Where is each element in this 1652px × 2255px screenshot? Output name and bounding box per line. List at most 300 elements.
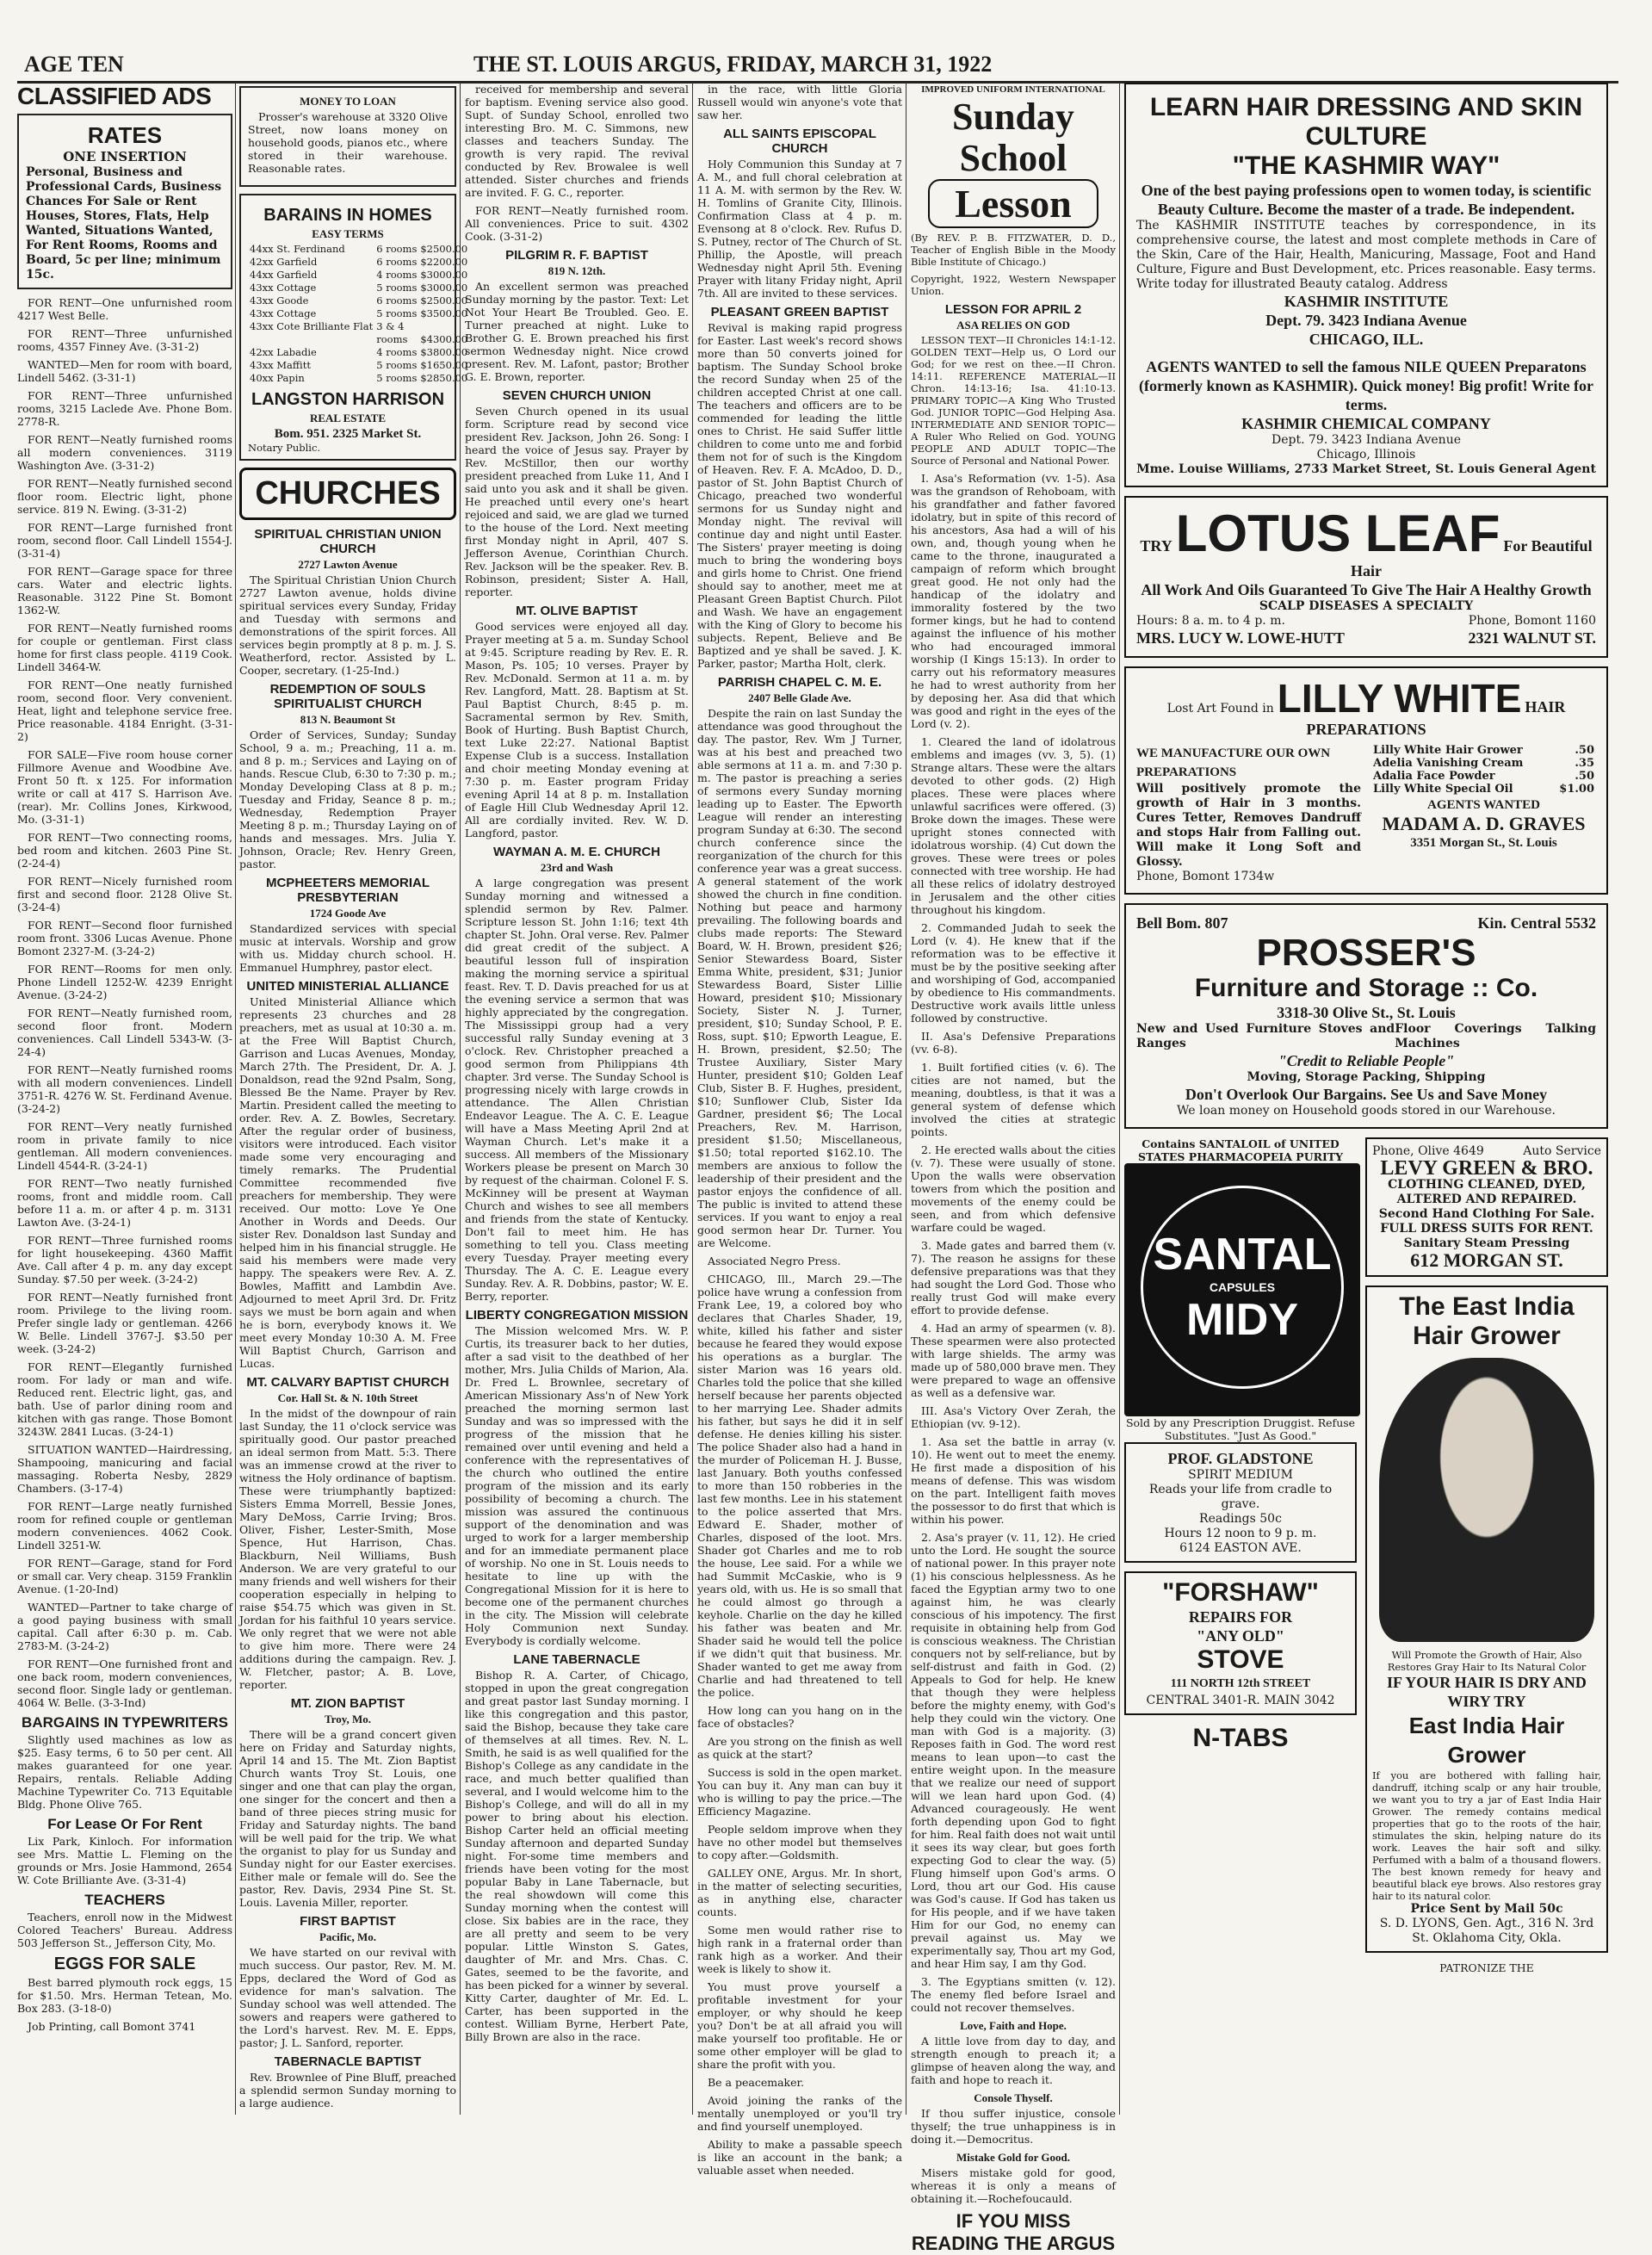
left-ads <box>1124 1137 1357 1974</box>
church-address: 1724 Goode Ave <box>309 907 387 920</box>
classified-ad: FOR RENT—Neatly furnished room. All conveniences. Price to suit. 4302 Cook. (3-31-2) <box>465 204 689 243</box>
woman-portrait <box>1379 1358 1594 1642</box>
lesson-paragraph: I. Asa's Reformation (vv. 1-5). Asa was the grandson of Rehoboam, with his grandfather and father favored idolatry, but in spite of this record of his ancestors, Asa had a will of his own, and, though young when he came to the throne, inaugurated a campaign of reform which brought great good. He not only had the handicap of the idolatry and immorality fostered by the two former kings, but he had to contend against the influence of his mother who had encouraged immoral worship (I Kings 15:13). In order to carry out his reformatory measures he had to wrest authority from her by deposing her. Asa did that which was good and right in the eyes of the Lord (v. 2). <box>911 472 1116 730</box>
classified-ad: FOR RENT—Garage, stand for Ford or small car. Very cheap. 3159 Franklin Avenue. (1-20-Ind) <box>17 1557 232 1595</box>
home-row <box>248 294 469 307</box>
prosser-dont: Don't Overlook Our Bargains. See Us and Save Money <box>1185 1086 1548 1103</box>
improved-label: IMPROVED UNIFORM INTERNATIONAL <box>921 84 1105 95</box>
lotus-try: TRY <box>1140 537 1172 554</box>
masthead <box>17 50 1618 84</box>
kashmir-address: Dept. 79. 3423 Indiana Avenue <box>1265 312 1467 329</box>
prosser-left: New and Used Furniture Stoves and Ranges <box>1136 1022 1395 1050</box>
church-title: SEVEN CHURCH UNION <box>502 388 652 403</box>
lesson-meta: LESSON TEXT—II Chronicles 14:1-12. GOLDEN TEXT—Help us, O Lord our God; for we rest on thee.—II Chron. 14:11. REFERENCE MATERIAL—II Chron. 14:13-16; Isa. 41:10-13. PRIMARY TOPIC—A King Who Trusted God. JUNIOR TOPIC—God Helping Asa. INTERMEDIATE AND SENIOR TOPIC—A Ruler Who Relied on God. YOUNG PEOPLE AND ADULT TOPIC—The Source of Personal and National Power. <box>911 334 1116 467</box>
lilly-price-cell: $1.00 <box>1559 783 1594 796</box>
classified-ad: FOR RENT—Two connecting rooms, bed room and kitchen. 2603 Pine St. (2-24-4) <box>17 831 232 870</box>
home-row <box>248 307 469 320</box>
east-india-ad <box>1365 1285 1608 1953</box>
home-cell: $2200.00 <box>420 256 468 268</box>
home-cell: $3000.00 <box>420 282 468 294</box>
lease-body: Lix Park, Kinloch. For information see Mrs. Mattie L. Fleming on the grounds or Mrs. Josie Hammond, 2654 W. Cote Brilliante Ave. (3-31-4) <box>17 1835 232 1886</box>
lesson-title: Lesson <box>928 179 1098 228</box>
copyright: Copyright, 1922, Western Newspaper Union. <box>911 273 1116 297</box>
classified-ad: WANTED—Partner to take charge of a good paying business with small capital. Call after 6:30 p. m. Cab. 2783-M. (3-24-2) <box>17 1601 232 1652</box>
home-cell: $2850.00 <box>420 372 468 384</box>
lotus-address: 2321 WALNUT ST. <box>1468 629 1596 647</box>
church-title: UNITED MINISTERIAL ALLIANCE <box>246 979 449 994</box>
east-india-name: East India Hair Grower <box>1408 1713 1565 1768</box>
prosser-bell: Bell Bom. 807 <box>1136 914 1228 932</box>
church-title: MT. CALVARY BAPTIST CHURCH <box>246 1375 449 1390</box>
home-row <box>248 346 469 359</box>
church-title: PLEASANT GREEN BAPTIST <box>710 305 889 319</box>
lilly-price-row <box>1371 770 1596 783</box>
lilly-mfg: WE MANUFACTURE OUR OWN PREPARATIONS <box>1136 747 1331 779</box>
prosser-credit: "Credit to Reliable People" <box>1278 1052 1455 1069</box>
eggs-header: EGGS FOR SALE <box>53 1955 196 1973</box>
filler-text: Ability to make a passable speech is like an account in the bank; a valuable asset when needed. <box>697 2138 902 2177</box>
kashmir-headline: LEARN HAIR DRESSING AND SKIN CULTURE <box>1149 93 1583 151</box>
home-cell <box>248 333 374 346</box>
home-cell: 5 rooms <box>376 282 418 294</box>
lilly-title: LILLY WHITE <box>1277 676 1522 721</box>
church-body: Holy Communion this Sunday at 7 A. M., and full choral celebration at 11 A. M. with sermon by the Rev. W. H. Tomlins of Granite City, Illinois. Confirmation Class at 4 p. m. Evensong at 8 o'clock. Rev. Rufus D. S. Putney, rector of The Church of St. Phillip, the Apostle, will preach Wednesday night April 5th. Evening Prayer with litany Friday night, April 7th. All are invited to these services. <box>697 158 902 300</box>
classified-ad: FOR RENT—Three furnished rooms for light housekeeping. 4360 Maffit Ave. Call after 4 p. m. any day except Sunday. $7.50 per week. (3-24-2) <box>17 1234 232 1285</box>
santal-midy: MIDY <box>1186 1295 1298 1345</box>
home-row <box>248 269 469 282</box>
church-body: United Ministerial Alliance which represents 23 churches and 28 preachers, met as usual at 10:30 a. m. at the Free Will Baptist Church, Garrison and Lucas Avenues, Monday, March 27th. The President, Dr. A. J. Donaldson, read the 92nd Psalm, Song, Blessed Be the Name. Prayer by Rev. Martin. President called the meeting to order. Rev. A. Z. Bowles, Secretary. After the regular order of business, visitors were introduced. Each visitor made some very encouraging and timely remarks. The Prudential Committee recommended five preachers for membership. They were received. Our motto: Love Ye One Another in Words and Deeds. Our sister Rev. Donaldson last Sunday and helped him in his financial struggle. He said his members were made very happy. The speakers were Rev. A. Z. Bowles, Maffitt and Lambdin Ave. Adjourned to meet April 3rd. Dr. Fritz says we must be born again and when he is born, everybody knows it. We meet every Monday 10:30 A. M. Free Will Baptist Church, Garrison and Lucas. <box>239 995 456 1370</box>
church-body: Bishop R. A. Carter, of Chicago, stopped in upon the great congregation and great pastor last Sunday morning. I like this congregation and this pastor, said the Bishop, because they take care of themselves at all times. Rev. N. L. Smith, he said is as well qualified for the Bishop's College as any candidate in the race, and much better qualified than several, and I would welcome him to the Bishop's College, and will do all in my power to bring about his election. Bishop Carter held an official meeting Sunday afternoon and departed Sunday night. For-some time members and friends have been voting for the most popular Baby in Lane Tabernacle, but the real showdown will come this Sunday morning when the contest will close. Six babies are in the race, they are all pretty and seem to be very popular. Little Winston S. Gates, daughter of Mr. and Mrs. Chas. C. Gates, seemed to be the favorite, and has been picked for a winner by several. Kitty Carter, daughter of Mr. Ed. L. Carter, has been supported in the contest. William Byrne, Herbert Pate, Billy Brown are also in the race. <box>465 1669 689 2043</box>
lilly-price-cell: Lilly White Special Oil <box>1373 783 1513 796</box>
filler-text: How long can you hang on in the face of obstacles? <box>697 1704 902 1730</box>
churches-column-2 <box>465 83 689 2115</box>
santal-midy-ad <box>1124 1163 1360 1416</box>
lesson-paragraph: 1. Cleared the land of idolatrous emblems and images (vv. 3, 5). (1) Strange altars. These were the altars devoted to other gods. (2) High places. These were places where unlawful sacrifices were offered. (3) Broke down the images. These were upright stones connected with idolatrous worship. (4) Cut down the groves. These were trees or poles connected with tree worship. He had all these relics of idolatry destroyed in Jerusalem and the other cities throughout his kingdom. <box>911 735 1116 916</box>
church-address: Pacific, Mo. <box>319 1930 377 1943</box>
lesson-body <box>911 472 1116 2014</box>
home-cell: $4300.00 <box>420 333 468 345</box>
classified-list <box>17 296 232 1709</box>
classified-column <box>17 83 232 2115</box>
lilly-agents: AGENTS WANTED <box>1426 798 1540 812</box>
chemical-address: Dept. 79. 3423 Indiana Avenue <box>1271 433 1461 447</box>
home-cell: 43xx Cottage <box>250 282 317 294</box>
lease-header: For Lease Or For Rent <box>47 1816 202 1832</box>
lotus-name: MRS. LUCY W. LOWE-HUTT <box>1136 629 1345 647</box>
home-cell: 42xx Garfield <box>250 256 318 268</box>
gladstone-readings: Readings 50c <box>1199 1512 1282 1526</box>
church-body: An excellent sermon was preached Sunday morning by the pastor. Text: Let Not Your Heart Be Troubled. Geo. E. Turner preached at night. Luke to Brother G. E. Brown preached his first sermon Wednesday night. Nice crowd present. Rev. M. Lafont, pastor; Brother G. E. Brown, reporter. <box>465 280 689 383</box>
lotus-name-row <box>1136 629 1596 647</box>
chemical-city: Chicago, Illinois <box>1316 448 1416 462</box>
filler-text: Are you strong on the finish as well as quick at the start? <box>697 1735 902 1761</box>
filler-text: Misers mistake gold for good, whereas it is only a means of obtaining it.—Rochefoucauld. <box>911 2166 1116 2205</box>
classified-ad: FOR RENT—Elegantly furnished room. For lady or man and wife. Reduced rent. Electric light, gas, and bath. Use of parlor dining room and kitchen with gas range. Those Bomont 3243W. 2841 Lucas. (3-24-1) <box>17 1360 232 1438</box>
prosser-moving: Moving, Storage Packing, Shipping <box>1247 1070 1486 1084</box>
home-cell: 43xx Maffitt <box>250 359 311 371</box>
santal-top: Contains SANTALOIL of UNITED STATES PHARMACOPEIA PURITY <box>1137 1137 1344 1163</box>
filler-text: A little love from day to day, and strength enough to preach it; a glimpse of heaven along the way, and faith and hope to reach it. <box>911 2035 1116 2086</box>
forshaw-address: 111 NORTH 12th STREET <box>1170 1677 1311 1690</box>
classified-ad: FOR RENT—Neatly furnished second floor room. Electric light, phone service. 819 N. Ewing. (3-31-2) <box>17 477 232 516</box>
church-title: FIRST BAPTIST <box>300 1914 396 1929</box>
gladstone-sub: SPIRIT MEDIUM <box>1188 1468 1293 1482</box>
sunday-school-title: Sunday School <box>952 96 1074 179</box>
classified-ad: FOR RENT—Garage space for three cars. Water and electric lights. Reasonable. 3122 Pine St. Bomont 1362-W. <box>17 565 232 616</box>
church-title: PARRISH CHAPEL C. M. E. <box>717 675 882 690</box>
home-cell <box>418 320 469 333</box>
lilly-address: 3351 Morgan St., St. Louis <box>1410 836 1557 850</box>
east-india-body: If you are bothered with falling hair, dandruff, itching scalp or any hair trouble, we want you to try a jar of East India Hair Grower. The remedy contains medical properties that go to the roots of the hair, stimulates the skin, helping nature do its work. Leaves the hair soft and silky. Perfumed with a balm of a thousand flowers. The best known remedy for heavy and beautiful black eye brows. Also restores gray hair to its natural color. <box>1372 1769 1601 1902</box>
lilly-price-cell: .50 <box>1575 770 1594 783</box>
right-ads <box>1365 1137 1608 1974</box>
classified-ad: FOR RENT—Neatly furnished rooms for couple or gentleman. First class home for first class people. 4119 Cook. Lindell 3464-W. <box>17 622 232 673</box>
lotus-hours-row <box>1136 614 1596 629</box>
church-body: Seven Church opened in its usual form. Scripture read by second vice president Rev. Jackson, John 26. Song: I heard the voice of Jesus say. Prayer by Rev. McStillor, then our worthy president preached from Luke 11, And I said unto you ask and it shall be given. He preached until every one's heart rejoiced and said, we are glad we turned to the house of the Lord. Next meeting first Monday night in April, 407 S. Jefferson Avenue, Corinthian Church. Rev. Jackson will be the speaker. Rev. B. Robinson, president; Sister A. Hall, reporter. <box>465 405 689 598</box>
newspaper-title: THE ST. LOUIS ARGUS, FRIDAY, MARCH 31, 1922 <box>473 52 993 77</box>
lilly-price-list <box>1371 744 1596 796</box>
forshaw-any: "ANY OLD" <box>1197 1627 1284 1645</box>
classified-ad: FOR RENT—Neatly furnished rooms all modern conveniences. 3119 Washington Ave. (3-31-2) <box>17 433 232 472</box>
church-body: Despite the rain on last Sunday the attendance was good throughout the day. The pastor, Rev. Wm J Turner, was at his best and preached two able sermons at 11 a. m. and 7:30 p. m. The pastor is preaching a series of sermons every Sunday morning leading up to Easter. The Epworth League will render an interesting program Sunday at 6:30. The second church conference since the reorganization of the church for this conference year was a great success. A general statement of the work showed the church in fine condition. Nothing but peace and harmony prevailing. The following boards and clubs made reports: The Steward Board, W. H. Brown, president $26; Senior Stewardess Board, Sister Emma White, president, $31; Junior Stewardess Board, Sister Lillie Howard, president $10; Missionary Society, Sister N. J. Turner, president, $10; Sunday School, P. E. Ross, supt. $10; Epworth League, E. H. Brown, president, $2.50; The Trustee Auxiliary, Sister Mary Hunter, president $10; Golden Leaf Club, Sister B. F. Hughes, president, $10; Sunflower Club, Sister Ida Gardner, president $6; The Local Preachers, Rev. M. Harrison, president $1.50; Miscellaneous, $1.50; total reported $162.10. The members are anxious to follow the leadership of their president and the pastor enjoys the confidence of all. The public is invited to attend these services. If you want to enjoy a real good sermon hear Dr. Turner. You are Welcome. <box>697 707 902 1249</box>
lilly-price-cell: Adelia Vanishing Cream <box>1373 757 1524 770</box>
home-cell: 3 & 4 <box>376 320 405 332</box>
classified-ad: FOR RENT—Large neatly furnished room for refined couple or gentleman modern conveniences. 4062 Cook. Lindell 3251-W. <box>17 1500 232 1552</box>
lesson-paragraph: 3. The Egyptians smitten (v. 12). The enemy fled before Israel and could not recover themselves. <box>911 1975 1116 2014</box>
lesson-paragraph: 2. Commanded Judah to seek the Lord (v. 4). He knew that if the reformation was to be effective it must be by the positive seeking after and worshiping of God, accompanied by obedience to His commandments. Destructive work avails little unless followed by constructive. <box>911 921 1116 1025</box>
filler-title: Love, Faith and Hope. <box>960 2019 1067 2032</box>
classified-ad: FOR RENT—Rooms for men only. Phone Lindell 1252-W. 4239 Enright Avenue. (3-24-2) <box>17 963 232 1001</box>
filler-text: Success is sold in the open market. You can buy it. Any man can buy it who is willing to pay the price.—The Efficiency Magazine. <box>697 1766 902 1818</box>
classified-ad: FOR RENT—Neatly furnished room, second floor front. Modern conveniences. Call Lindell 5343-W. (3-24-4) <box>17 1007 232 1058</box>
prosser-goods <box>1136 1022 1596 1051</box>
church-body: Standardized services with special music at intervals. Worship and grow with us. Midday church school. H. Emmanuel Humphrey, pastor elect. <box>239 922 456 974</box>
classified-ad: FOR RENT—Very neatly furnished room in private family to nice gentleman. All modern conveniences. Lindell 4544-R. (3-24-1) <box>17 1120 232 1172</box>
church-address: Cor. Hall St. & N. 10th Street <box>277 1391 418 1404</box>
kashmir-institute: KASHMIR INSTITUTE <box>1284 293 1449 310</box>
teachers-body: Teachers, enroll now in the Midwest Colored Teachers' Bureau. Address 503 Jefferson St., Jefferson City, Mo. <box>17 1911 232 1949</box>
home-cell: $2500.00 <box>420 243 468 255</box>
lower-ads <box>1124 1137 1608 1974</box>
lilly-side: HAIR PREPARATIONS <box>1306 698 1566 738</box>
church-address: 2727 Lawton Avenue <box>298 558 398 571</box>
east-india-price: Price Sent by Mail 50c <box>1410 1902 1563 1916</box>
classified-ad: FOR RENT—Two neatly furnished rooms, front and middle room. Call before 11 a. m. or after 4 p. m. 3131 Lawton Ave. (3-24-1) <box>17 1177 232 1229</box>
home-cell: 44xx St. Ferdinand <box>250 243 345 255</box>
forshaw-ad <box>1124 1571 1357 1715</box>
classified-ad: FOR RENT—Second floor furnished room front. 3306 Lucas Avenue. Phone Bomont 2327-M. (3-24-2) <box>17 919 232 957</box>
lilly-price-cell: Adalia Face Powder <box>1373 770 1495 783</box>
home-cell: 4 rooms <box>376 346 418 358</box>
levy-phone: Phone, Olive 4649 <box>1372 1144 1484 1158</box>
home-cell: $2500.00 <box>420 294 468 307</box>
filler-text: GALLEY ONE, Argus. Mr. In short, in the matter of selecting securities, as in anything else, character counts. <box>697 1867 902 1918</box>
page-number: AGE TEN <box>24 52 124 77</box>
if-you-miss: IF YOU MISS READING THE ARGUS <box>911 2210 1116 2254</box>
column-rule <box>460 83 461 2115</box>
church-address: 819 N. 12th. <box>548 264 606 277</box>
home-cell: 43xx Cottage <box>250 307 317 319</box>
home-cell: 6 rooms <box>376 256 418 268</box>
lesson-paragraph: III. Asa's Victory Over Zerah, the Ethiopian (vv. 9-12). <box>911 1404 1116 1430</box>
church-body: There will be a grand concert given here on Friday and Saturday nights, April 14 and 15. The Mt. Zion Baptist Church wants Troy St. Louis, one singer and one that can play the organ, one singer for the concert and then a band of three pieces string music for Friday and Saturday nights. The band will be well paid for the trip. We what the organist to play for us Sunday and Sunday night for our Easter exercises. Either male or female will do. See the pastor, Rev. Davis, 2934 Pine St. St. Louis. Lavenia Miller, reporter. <box>239 1728 456 1909</box>
lilly-name: MADAM A. D. GRAVES <box>1382 813 1586 834</box>
santal-bottom: Sold by any Prescription Druggist. Refuse Substitutes. "Just As Good." <box>1125 1416 1356 1442</box>
church-body: Rev. Brownlee of Pine Bluff, preached a splendid sermon Sunday morning to a large audience. <box>239 2071 456 2109</box>
lilly-price-cell: Lilly White Hair Grower <box>1373 744 1523 757</box>
classified-ad: FOR RENT—One furnished front and one back room, modern conveniences, second floor. Single lady or gentleman. 4064 W. Belle. (3-3-Ind) <box>17 1657 232 1709</box>
prosser-phones <box>1136 914 1596 932</box>
homes-box <box>239 194 468 461</box>
classified-ad: FOR RENT—Nicely furnished room first and second floor. 2128 Olive St. (3-24-4) <box>17 875 232 914</box>
classified-ad: FOR RENT—One neatly furnished room, second floor. Very convenient. Heat, light and telephone service free. Price reasonable. 4184 Enright. (3-31-2) <box>17 678 232 743</box>
typewriters-header: BARGAINS IN TYPEWRITERS <box>22 1714 228 1731</box>
home-row <box>248 333 469 346</box>
filler-text: Be a peacemaker. <box>708 2076 805 2089</box>
classified-ad: WANTED—Men for room with board, Lindell 5462. (3-31-1) <box>17 358 232 384</box>
filler-title: Mistake Gold for Good. <box>956 2151 1070 2164</box>
lilly-white-ad <box>1124 666 1608 895</box>
gladstone-name: PROF. GLADSTONE <box>1167 1450 1314 1467</box>
lilly-content <box>1136 744 1596 884</box>
church-title: PILGRIM R. F. BAPTIST <box>505 248 648 263</box>
home-cell: $3800.00 <box>420 346 468 358</box>
filler-text: You must prove yourself a profitable investment for your employer, or why should he keep you? Don't be at all afraid you will make yourself too profitable. He or some other employer will be glad to share the profit with you. <box>697 1980 902 2071</box>
column-rule <box>692 83 693 2115</box>
agents-wanted: AGENTS WANTED to sell the famous NILE QUEEN Preparatons (formerly known as KASHMIR). Quick money! Big profit! Write for terms. <box>1139 358 1593 413</box>
gladstone-hours: Hours 12 noon to 9 p. m. <box>1164 1527 1317 1540</box>
santal-name: SANTAL <box>1153 1230 1332 1279</box>
home-cell: 43xx Goode <box>250 294 309 307</box>
notary: Notary Public. <box>248 442 321 454</box>
home-cell: $3500.00 <box>420 307 468 319</box>
church-title: ALL SAINTS EPISCOPAL CHURCH <box>723 127 876 156</box>
home-row <box>248 359 469 372</box>
east-india-side: Will Promote the Growth of Hair, Also Restores Gray Hair to Its Natural Color <box>1387 1649 1587 1673</box>
filler-text: If thou suffer injustice, console thyself; the true unhappiness is in doing it.—Democritus. <box>911 2107 1116 2146</box>
lilly-right <box>1371 744 1596 884</box>
home-cell: 42xx Labadie <box>250 346 317 358</box>
church-body: Order of Services, Sunday; Sunday School, 9 a. m.; Preaching, 11 a. m. and 8 p. m.; Services and Laying on of hands. Rescue Club, 6:30 to 7:30 p. m.; Monday Developing Class at 8 p. m.; Tuesday and Friday, Seance 8 p. m.; Wednesday, Redemption Prayer Meeting 8 p. m.; Thursday Laying on of hands and messages. Mrs. Julia Y. Johnson, Oracle; Rev. Henry Green, pastor. <box>239 728 456 870</box>
gladstone-address: 6124 EASTON AVE. <box>1179 1541 1302 1555</box>
money-header: MONEY TO LOAN <box>300 95 396 108</box>
sunday-school-column <box>911 83 1116 2254</box>
church-title: MT. ZION BAPTIST <box>290 1696 405 1711</box>
news-source: Associated Negro Press. <box>708 1254 841 1267</box>
ntabs: N-TABS <box>1192 1724 1289 1752</box>
church-title: TABERNACLE BAPTIST <box>274 2054 422 2069</box>
eggs-body: Best barred plymouth rock eggs, 15 for $1.50. Mrs. Herman Tetean, Mo. Box 283. (3-18-0) <box>17 1976 232 2015</box>
levy-auto: Auto Service <box>1523 1144 1601 1158</box>
levy-name: LEVY GREEN & BRO. <box>1380 1157 1593 1180</box>
church-title: LIBERTY CONGREGATION MISSION <box>465 1308 689 1323</box>
church-body: The Spiritual Christian Union Church 2727 Lawton avenue, holds divine spiritual services every Sunday, Friday and Tuesday with sermons and demonstrations of the spirit forces. All services begin promptly at 8 p. m. J. S. Weatherford, rector. Assisted by L. Cooper, secretary. (1-25-Ind.) <box>239 573 456 677</box>
churches-column-3 <box>697 83 903 2177</box>
levy-body: CLOTHING CLEANED, DYED, ALTERED AND REPAIRED. Second Hand Clothing For Sale. FULL DRESS SUITS FOR RENT. Sanitary Steam Pressing <box>1378 1178 1595 1250</box>
lesson-paragraph: 3. Made gates and barred them (v. 7). The reason he assigns for these defensive preparations was that they had sought the Lord God. Those who really trust God will make every effort to provide defense. <box>911 1239 1116 1316</box>
kashmir-city: CHICAGO, ILL. <box>1309 331 1424 348</box>
home-row <box>248 320 469 333</box>
home-cell: 6 rooms <box>376 243 418 255</box>
lotus-side: For Beautiful Hair <box>1351 537 1593 579</box>
langston-address: Bom. 951. 2325 Market St. <box>274 427 422 441</box>
typewriters-body: Slightly used machines as low as $25. Easy terms, 6 to 50 per cent. All makes guaranteed for one year. Repairs, rentals. Reliable Adding Machine Typewriter Co. 713 Equitable Bldg. Phone Olive 765. <box>17 1733 232 1811</box>
santal-caps: CAPSULES <box>1209 1280 1276 1294</box>
church-address: 23rd and Wash <box>540 861 614 874</box>
home-cell: 5 rooms <box>376 372 418 384</box>
church-title: MCPHEETERS MEMORIAL PRESBYTERIAN <box>265 876 430 905</box>
home-cell: 44xx Garfield <box>250 269 318 281</box>
home-row <box>248 282 469 294</box>
church-body: Good services were enjoyed all day. Prayer meeting at 5 a. m. Sunday School at 9:45. Scripture reading by Rev. E. R. Mason, Ps. 105; 10 verses. Prayer by Rev. McDonald. Sermon at 11 a. m. by Rev. Langford, Matt. 28. Baptism at St. Paul Baptist Church, 8:45 p. m. Sacramental sermon by Rev. Smith, Book of Hurting. Bush Baptist Church, text Luke 22:27. National Baptist Expense Club is a success. Installation and choir meeting Monday evening at 7:30 p. m. Easter program Friday evening April 14 at 8 p. m. Installation of Eagle Hill Club Wednesday April 12. All are cordially invited. Rev. W. D. Langford, pastor. <box>465 620 689 839</box>
prosser-kinloch: Kin. Central 5532 <box>1477 914 1596 932</box>
real-estate: REAL ESTATE <box>309 412 387 424</box>
church-address: 813 N. Beaumont St <box>300 713 396 726</box>
home-row <box>248 256 469 269</box>
home-cell: 43xx Cote Brilliante Flat <box>250 320 374 332</box>
levy-address: 612 MORGAN ST. <box>1410 1249 1563 1271</box>
kashmir-way: "THE KASHMIR WAY" <box>1232 152 1500 180</box>
lilly-price-row <box>1371 757 1596 770</box>
lilly-price-cell: .35 <box>1575 757 1594 770</box>
lotus-phone: Phone, Bomont 1160 <box>1468 614 1596 628</box>
news-article: CHICAGO, Ill., March 29.—The police have wrung a confession from Frank Lee, 19, a colored boy who declares that Charles Shader, 19, white, killed his father and sister because he feared they would expose his operations as a burglar. The sister Marion was 16 years old. Charles told the police that she killed herself because her parents objected to her marrying Lee. Shader admits his father, but says he did it in self defense. He denies killing his sister. The police Shader also had a hand in the murder of Policeman H. J. Busse, last January. Both youths confessed to more than 150 robberies in the last few months. Lee in his statement to the police asserted that Mrs. Edward E. Shader, mother of Charles, disposed of the loot. Mrs. Shader got Charles and me to rob the house, Lee said. For a while we had Summit McCaskie, who is 9 years old, with us. He is so small that he could almost go through a keyhole. Charlie on the day he killed his father was beaten and Mr. Shader said he would tell the police if we didn't quit that business. Mr. Shader wanted to get me away from Charlie and had threatened to tell the police. <box>697 1273 903 1699</box>
forshaw-stove: STOVE <box>1197 1645 1284 1674</box>
church-title: MT. OLIVE BAPTIST <box>516 604 638 618</box>
chemical-agent: Mme. Louise Williams, 2733 Market Street, St. Louis General Agent <box>1136 462 1596 476</box>
money-loan-box <box>239 86 456 187</box>
patronize: PATRONIZE THE <box>1439 1961 1534 1974</box>
column-rule <box>1119 83 1120 2115</box>
home-cell: 4 rooms <box>376 269 418 281</box>
lilly-phone: Phone, Bomont 1734w <box>1136 870 1275 883</box>
east-india-if: IF YOUR HAIR IS DRY AND WIRY TRY <box>1387 1674 1587 1710</box>
chemical-company: KASHMIR CHEMICAL COMPANY <box>1241 415 1491 432</box>
classified-ad: FOR RENT—Neatly furnished rooms with all modern conveniences. Lindell 3751-R. 4276 W. St. Ferdinand Avenue. (3-24-2) <box>17 1063 232 1115</box>
church-body: We have started on our revival with much success. Our pastor, Rev. M. M. Epps, declared the Word of God as evidence for man's salvation. The Sunday school was well attended. The sowers and reapers were gathered to the Lord's harvest. Rev. M. E. Epps, pastor; J. L. Sanford, reporter. <box>239 1946 456 2049</box>
filler-text: Some men would rather rise to high rank in a fraternal order than rank high as a worker. And their week is likely to show it. <box>697 1924 902 1975</box>
church-body: in the race, with little Gloria Russell would win anyone's vote that saw her. <box>697 83 902 121</box>
home-cell: 5 rooms <box>376 359 418 371</box>
churches-column-1 <box>239 83 468 2115</box>
levy-green-ad <box>1365 1137 1608 1277</box>
lotus-title: LOTUS LEAF <box>1175 505 1500 562</box>
home-cell: $1650.00 <box>420 359 468 371</box>
home-row <box>248 243 469 256</box>
east-india-address: S. D. LYONS, Gen. Agt., 316 N. 3rd St. Oklahoma City, Okla. <box>1379 1917 1594 1945</box>
classified-ad: FOR RENT—Large furnished front room, second floor. Call Lindell 1554-J. (3-31-4) <box>17 521 232 560</box>
lotus-leaf-ad <box>1124 496 1608 658</box>
lesson-paragraph: 1. Built fortified cities (v. 6). The cities are not named, but the meaning, doubtless, is that it was a general system of defense which involved the cities at strategic points. <box>911 1061 1116 1138</box>
lilly-claim: Will positively promote the growth of Hair in 3 months. Cures Tetter, Removes Dandruff and stops Hair from Falling out. Will make it Long Soft and Glossy. <box>1136 782 1361 869</box>
teachers-header: TEACHERS <box>84 1892 165 1908</box>
classified-ad: FOR RENT—Three unfurnished rooms, 3215 Laclede Ave. Phone Bom. 2778-R. <box>17 389 232 428</box>
home-cell: 6 rooms <box>376 294 418 307</box>
homes-header: BARAINS IN HOMES <box>263 206 432 225</box>
church-body: The Mission welcomed Mrs. W. P. Curtis, its treasurer back to her duties, after a sad visit to the deathbed of her mother, Mrs. Julia Childs of Marion, Ala. Dr. Fred L. Brownlee, secretary of American Missionary Ass'n of New York preached the morning sermon last Sunday and was so impressed with the progress of the mission that he remained over until evening and held a conference with the representatives of the church who outlined the entire program of the mission and its early possibility of becoming a church. The mission was assured the continuous support of the denomination and was urged to work for a larger membership and for an immediate permanent place of worship. No one in St. Louis needs to hesitate to line up with the Congregational Mission for it is here to become one of the permanent churches in the city. The Mission will celebrate Holy Communion next Sunday. Everybody is cordially welcome. <box>465 1324 689 1647</box>
homes-sub: EASY TERMS <box>312 227 384 240</box>
filler-text: People seldom improve when they have no other model but themselves to copy after.—Goldsmith. <box>697 1823 902 1862</box>
lesson-paragraph: 4. Had an army of spearmen (v. 8). These spearmen were also protected with large shields. The army was made up of 580,000 brave men. They were prepared to wage an offensive as well as a defensive war. <box>911 1322 1116 1399</box>
forshaw-name: "FORSHAW" <box>1162 1578 1319 1607</box>
forshaw-phone: CENTRAL 3401-R. MAIN 3042 <box>1146 1694 1335 1707</box>
money-body: Prosser's warehouse at 3320 Olive Street, now loans money on household goods, pianos etc., where stored in their warehouse. Reasonable rates. <box>248 110 448 175</box>
church-title: WAYMAN A. M. E. CHURCH <box>493 845 660 859</box>
lotus-hours: Hours: 8 a. m. to 4 p. m. <box>1136 614 1285 628</box>
homes-table <box>248 243 469 385</box>
filler-text: Avoid joining the ranks of the mentally unemployed or you'll try and find yourself unemployed. <box>697 2094 902 2133</box>
rates-title: RATES <box>87 122 163 148</box>
byline: (By REV. P. B. FITZWATER, D. D., Teacher of English Bible in the Moody Bible Institute of Chicago.) <box>911 232 1116 268</box>
gladstone-body: Reads your life from cradle to grave. <box>1148 1483 1333 1511</box>
classified-ad: FOR RENT—Neatly furnished front room. Privilege to the living room. Prefer single lady or gentleman. 4266 W. Belle. Lindell 3767-J. $3.50 per week. (3-24-2) <box>17 1291 232 1355</box>
lesson-date: LESSON FOR APRIL 2 <box>944 302 1082 317</box>
lotus-body: All Work And Oils Guaranteed To Give The Hair A Healthy Growth <box>1141 581 1592 598</box>
church-title: SPIRITUAL CHRISTIAN UNION CHURCH <box>254 527 442 556</box>
church-address: 2407 Belle Glade Ave. <box>748 691 851 704</box>
lesson-paragraph: 2. Asa's prayer (v. 11, 12). He cried unto the Lord. He sought the source of national power. In this prayer note (1) his conscious helplessness. As he faced the Egyptian army two to one against him, he was clearly conscious of his impotency. The first requisite in obtaining help from God is conscious weakness. The Christian conquers not by self-reliance, but by self-distrust and faith in God. (2) Appeals to God for help. He knew that though they were helpless before the mighty enemy, with God's help they could win the victory. One man with God is a majority. (3) Reposes faith in God. The word rest means to lean upon—to cast the entire weight upon. In the measure that we realize our need of support will we lean hard upon God. (4) Advanced courageously. He went forth depending upon God to fight for him. Real faith does not wait until it sees its way clear, but goes forth expecting God to clear the way. (5) Flung himself upon God's arms. O Lord, thou art our God. His cause was God's cause. If God has taken us for His people, and if we have taken Him for our God, no enemy can prevail against us. May we experimentally say, Thou art my God, and hear Him say, I am thy God. <box>911 1531 1116 1970</box>
lilly-price-row <box>1371 744 1596 757</box>
church-title: LANE TABERNACLE <box>513 1652 640 1667</box>
home-cell: 5 rooms <box>376 307 418 319</box>
home-row <box>248 372 469 385</box>
lilly-price-row <box>1371 783 1596 796</box>
church-body: received for membership and several for baptism. Evening service also good. Supt. of Sunday School, enrolled two interesting Bro. M. C. Simmons, new classes and teachers Sunday. The growth is very rapid. The revival conducted by Rev. Browalee is well attended. Sister churches and friends are invited. F. G. C., reporter. <box>465 83 689 199</box>
lilly-lost: Lost Art Found in <box>1166 702 1274 716</box>
filler-title: Console Thyself. <box>974 2091 1053 2104</box>
prosser-address: 3318-30 Olive St., St. Louis <box>1277 1004 1456 1021</box>
lilly-left <box>1136 744 1361 884</box>
lotus-scalp: SCALP DISEASES A SPECIALTY <box>1259 599 1474 613</box>
home-cell: rooms <box>376 333 408 345</box>
lesson-paragraph: 1. Asa set the battle in array (v. 10). He went out to meet the enemy. He first made a disposition of his means of defense. This was wisdom on the part. Intelligent faith moves the possessor to do first that which is within his power. <box>911 1435 1116 1526</box>
lilly-price-cell: .50 <box>1575 744 1594 757</box>
classified-header: CLASSIFIED ADS <box>17 83 212 109</box>
classified-ad: FOR SALE—Five room house corner Fillmore Avenue and Woodbine Ave. Front 50 ft. x 125. For information write or call at 417 S. Harrison Ave. (rear). Mr. Collins Jones, Kirkwood, Mo. (3-31-1) <box>17 748 232 826</box>
advertisements-column <box>1124 83 1608 2115</box>
churches-heading: CHURCHES <box>239 468 456 520</box>
rates-box <box>17 114 232 289</box>
gladstone-ad <box>1124 1442 1357 1563</box>
classified-ad: FOR RENT—Three unfurnished rooms, 4357 Finney Ave. (3-31-2) <box>17 327 232 353</box>
job-printing: Job Printing, call Bomont 3741 <box>28 2020 196 2033</box>
santal-circle <box>1141 1186 1344 1389</box>
church-body: In the midst of the downpour of rain last Sunday, the 11 o'clock service was spiritually good. Our pastor preached an ideal sermon from Matt. 5:3. There was an immense crowd at the river to witness the Holy ordinance of baptism. These were triumphantly baptized: Sisters Emma Morrell, Bessie Jones, Mary DeMoss, Carrie Irving; Bros. Oliver, Fisher, Lester-Smith, Mose Spence, Hut Harrison, Chas. Blackburn, Neil Williams, Bush Anderson. We are very grateful to our many friends and well wishers for their cooperation especially in helping to raise $54.75 which was given in St. Jordan for his faithful 10 years service. We only regret that we were not able to give him more. There were 24 additions during the campaign. Rev. J. W. Fletcher, pastor; A. B. Love, reporter. <box>239 1407 456 1691</box>
kashmir-ad <box>1124 83 1608 487</box>
prossers-ad <box>1124 903 1608 1129</box>
prosser-sub: Furniture and Storage :: Co. <box>1194 974 1538 1002</box>
rates-body: Personal, Business and Professional Cards, Business Chances For Sale or Rent Houses, Stores, Flats, Help Wanted, Situations Wanted, For Rent Rooms, Rooms and Board, 5c per line; minimum 15c. <box>26 165 222 282</box>
rates-sub: ONE INSERTION <box>63 149 187 164</box>
forshaw-repairs: REPAIRS FOR <box>1188 1608 1293 1626</box>
kashmir-sub: One of the best paying professions open to women today, is scientific Beauty Culture. Become the master of a trade. Be independent. <box>1141 182 1592 218</box>
kashmir-body: The KASHMIR INSTITUTE teaches by correspondence, in its comprehensive course, the latest and most complete methods in Care of the Skin, Care of the Hair, Health, Manicuring, Massage, Foot and Hand Culture, Figure and Bust Development, etc. Prices reasonable. Easy terms. Write today for illustrated Beauty catalog. Address <box>1136 219 1596 291</box>
home-cell: 40xx Papin <box>250 372 305 384</box>
church-title: REDEMPTION OF SOULS SPIRITUALIST CHURCH <box>269 682 426 711</box>
classified-ad: FOR RENT—One unfurnished room 4217 West Belle. <box>17 296 232 322</box>
church-address: Troy, Mo. <box>324 1713 372 1725</box>
langston-name: LANGSTON HARRISON <box>251 390 445 409</box>
home-cell: $3000.00 <box>420 269 468 281</box>
prosser-title: PROSSER'S <box>1256 932 1476 974</box>
classified-ad: SITUATION WANTED—Hairdressing, Shampooing, manicuring and facial massaging. Roberta Nesby, 2829 Chambers. (3-17-4) <box>17 1443 232 1495</box>
prosser-loan: We loan money on Household goods stored in our Warehouse. <box>1177 1104 1556 1118</box>
lesson-topic: ASA RELIES ON GOD <box>956 319 1070 331</box>
east-india-headline: The East India Hair Grower <box>1399 1292 1575 1350</box>
church-body: A large congregation was present Sunday morning and witnessed a splendid sermon by Rev. Palmer. Scripture lesson St. John 1:16; text 4th chapter St. John. Oral verse. Rev. Palmer did great credit of the subject. A beautiful lesson full of inspiration making the morning service a spiritual feast. Rev. T. D. Davis preached for us at the evening service a sermon that was highly appreciated by the congregation. The Mississippi group had a very successful rally Sunday evening at 3 o'clock. Rev. Christopher preached a good sermon from Philippians 4th chapter. 3rd verse. The Sunday School is progressing nicely with large crowds in attendance. The Allen Christian Endeavor League. The A. C. E. League will have a Mass Meeting April 2nd at Wayman Church. Let's make it a success. All members of the Missionary Workers please be present on March 30 by request of the chairman. Colonel F. S. McKinney will be present at Wayman Church and wishes to see all members and friends from the state of Kentucky. Don't fail to meet him. He has something to tell you. Class meeting every Tuesday. Prayer meeting every Thursday. The A. C. E. League every Sunday. Rev. A. R. Dobbins, pastor; W. E. Berry, reporter. <box>465 877 689 1303</box>
lesson-paragraph: II. Asa's Defensive Preparations (vv. 6-8). <box>911 1030 1116 1056</box>
prosser-right: Floor Coverings Talking Machines <box>1395 1022 1596 1050</box>
